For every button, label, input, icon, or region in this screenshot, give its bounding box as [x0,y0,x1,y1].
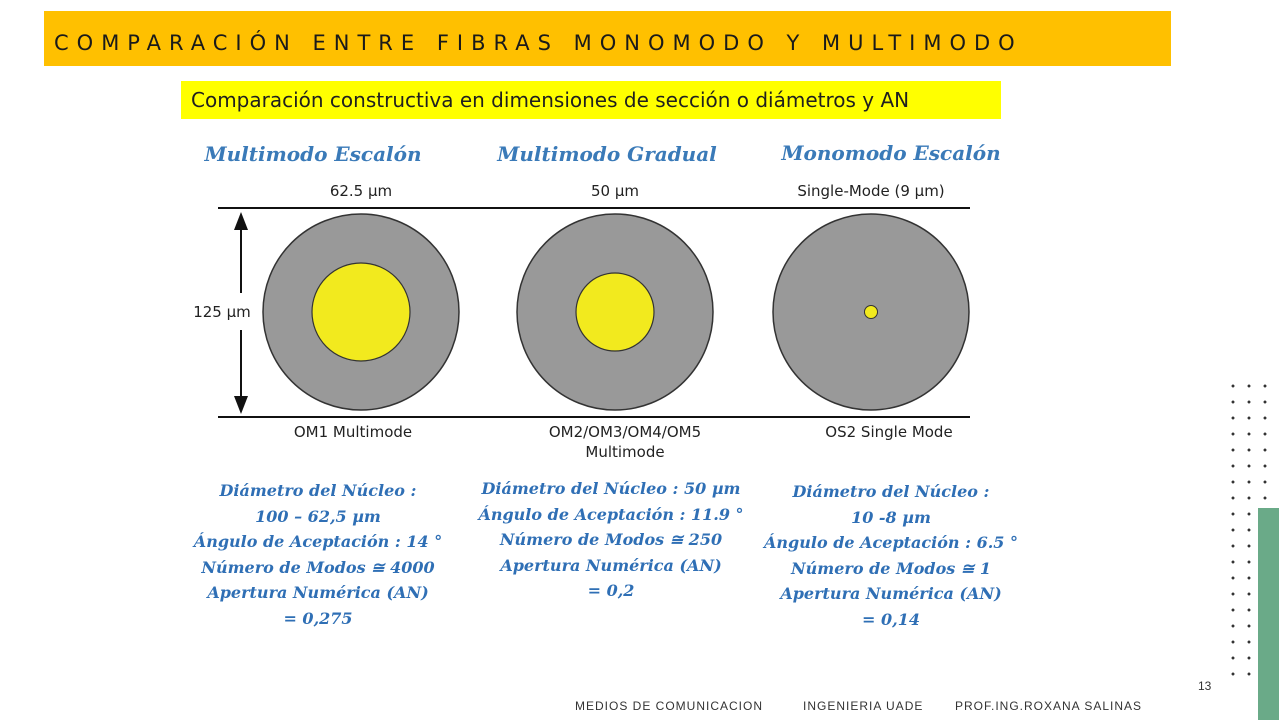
footer-course: MEDIOS DE COMUNICACION [575,699,764,713]
bottom-label-om2-om5: OM2/OM3/OM4/OM5 [548,423,702,441]
column-title-multimodo-escalon: Multimodo Escalón [204,142,422,166]
info-line: Apertura Numérica (AN) [780,584,1002,603]
info-block-multimodo-escalon [168,478,468,631]
footer-institution: INGENIERIA UADE [803,699,924,713]
info-block-monomodo-escalon [741,479,1041,632]
height-label: 125 µm [193,303,251,321]
info-line: Número de Modos ≅ 4000 [201,557,435,577]
info-line: 100 – 62,5 µm [255,506,381,526]
info-block-multimodo-gradual [461,476,761,604]
info-line: Ángulo de Aceptación : 6.5 ° [764,533,1018,552]
info-line: = 0,14 [862,609,920,629]
info-line: Ángulo de Aceptación : 11.9 ° [478,504,744,524]
decorative-green-bar [1258,508,1279,720]
bottom-label-multimode: Multimode [585,443,665,461]
bottom-label-om1: OM1 Multimode [293,423,413,441]
info-line: Apertura Numérica (AN) [500,555,722,575]
info-line: = 0,2 [587,581,635,600]
info-line: Diámetro del Núcleo : 50 µm [481,479,741,498]
info-line: Número de Modos ≅ 250 [499,530,723,549]
core-monomodo [865,306,878,319]
slide-subtitle: Comparación constructiva en dimensiones de sección o diámetros y AN [181,81,1001,119]
info-line: Diámetro del Núcleo : [219,481,417,500]
core-multimodo-gradual [576,273,654,351]
info-line: Diámetro del Núcleo : [792,482,990,501]
column-title-multimodo-gradual: Multimodo Gradual [497,142,717,166]
core-label-50: 50 µm [590,182,640,200]
page-number: 13 [1198,679,1212,693]
core-label-single-mode: Single-Mode (9 µm) [797,182,945,200]
info-line: Apertura Numérica (AN) [207,583,429,602]
slide-title: COMPARACIÓN ENTRE FIBRAS MONOMODO Y MULTIMODO [54,31,1023,55]
info-line: = 0,275 [283,608,353,628]
info-line: Número de Modos ≅ 1 [791,558,991,578]
info-line: Ángulo de Aceptación : 14 ° [193,532,443,551]
footer-professor: PROF.ING.ROXANA SALINAS [955,699,1143,713]
column-title-monomodo-escalon: Monomodo Escalón [781,141,1001,165]
core-label-62-5: 62.5 µm [329,182,393,200]
bottom-label-os2: OS2 Single Mode [825,423,953,441]
core-multimodo-escalon [312,263,410,361]
info-line: 10 -8 µm [851,507,931,527]
